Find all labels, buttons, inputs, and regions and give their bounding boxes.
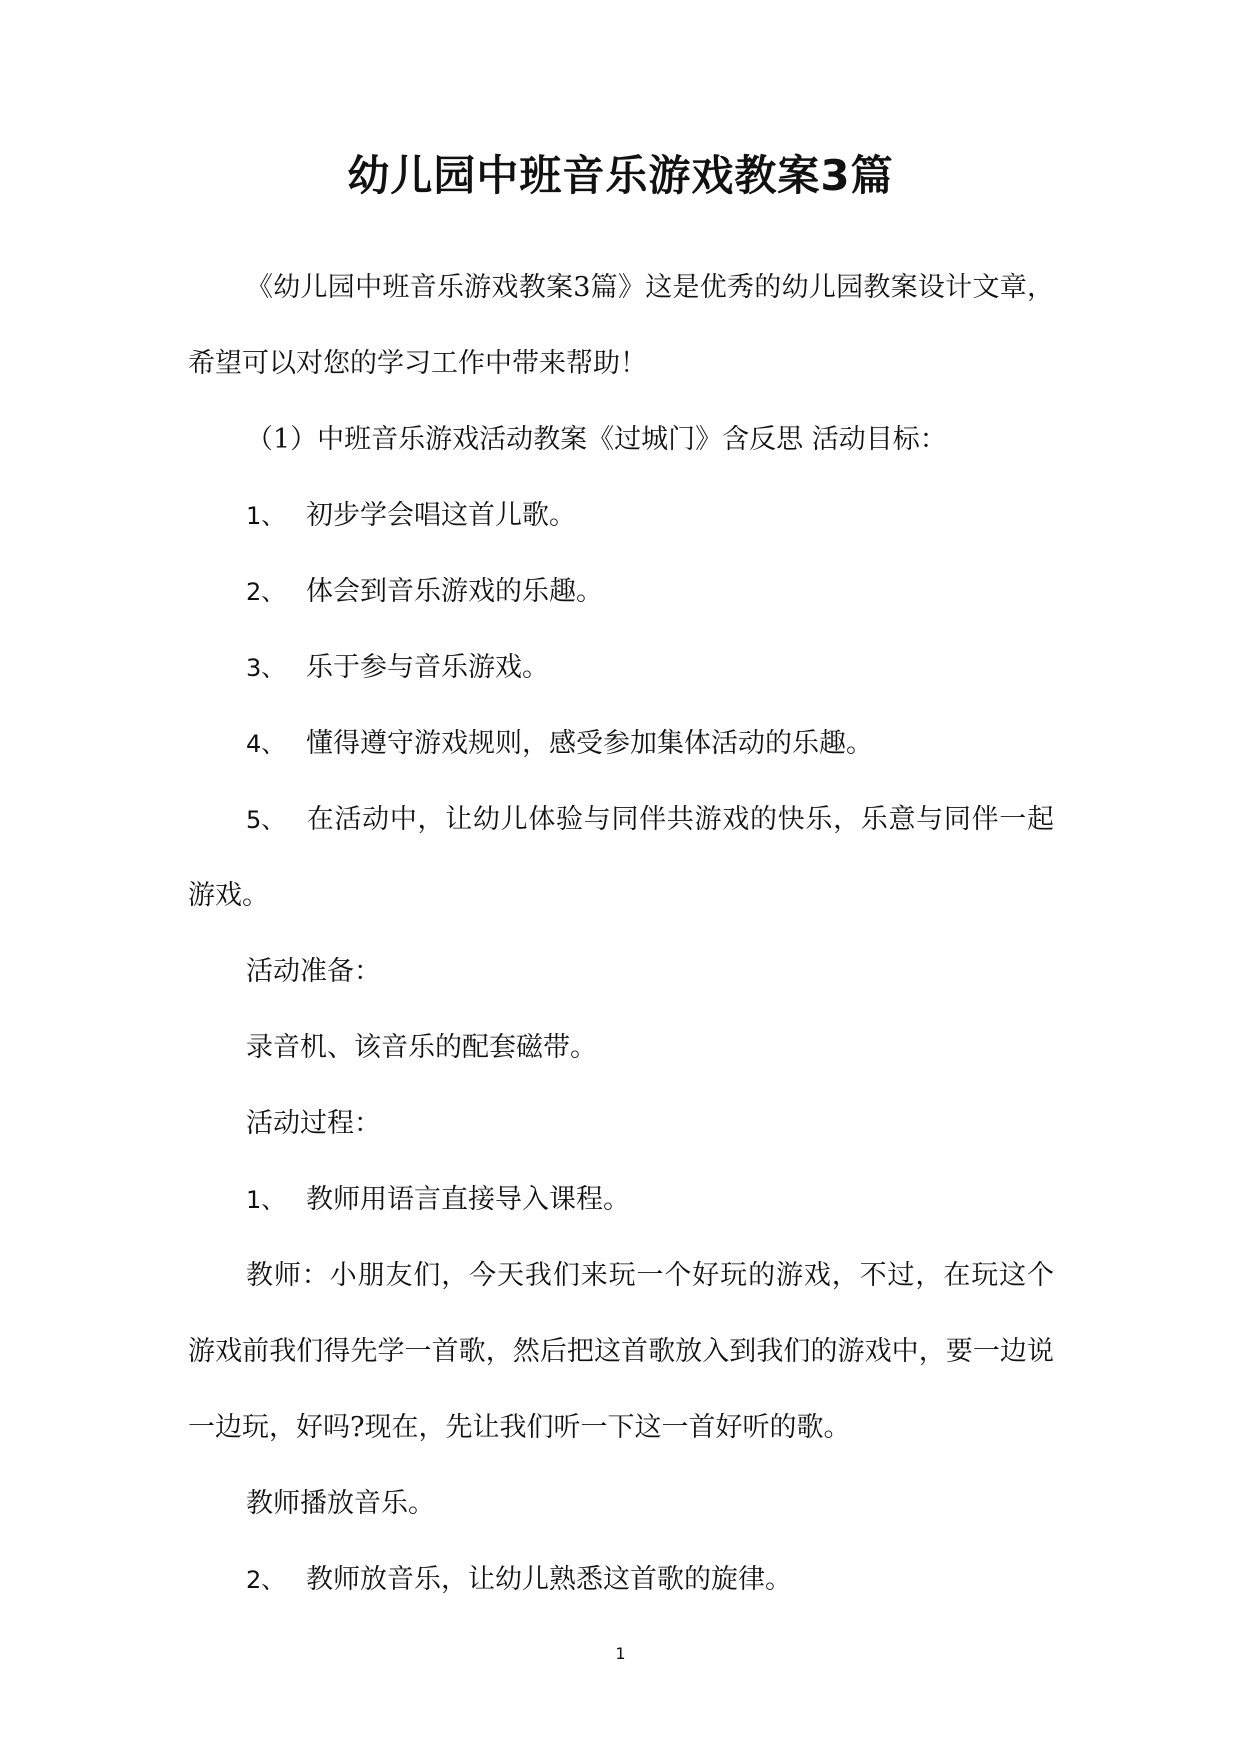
- list-item-text: 体会到音乐游戏的乐趣。: [306, 576, 603, 607]
- section-heading: [188, 402, 1054, 478]
- list-item-number: 2、: [246, 1566, 286, 1594]
- document-body: [188, 250, 1054, 1618]
- list-item: [188, 630, 1054, 706]
- list-item-text: 教师放音乐，让幼儿熟悉这首歌的旋律。: [306, 1564, 792, 1595]
- list-item-text: 教师用语言直接导入课程。: [306, 1184, 630, 1215]
- list-item: [188, 554, 1054, 630]
- list-item-number: 3、: [246, 654, 286, 682]
- paragraph-text: 活动准备：: [246, 956, 381, 987]
- list-item-text: 乐于参与音乐游戏。: [306, 652, 549, 683]
- paragraph-text: 教师：小朋友们，今天我们来玩一个好玩的游戏，不过，在玩这个游戏前我们得先学一首歌，然后把这首歌放入到我们的游戏中，要一边说一边玩，好吗?现在，先让我们听一下这一首好听的歌。: [188, 1260, 1054, 1443]
- intro-paragraph: [188, 250, 1054, 402]
- list-item-number: 5、: [246, 806, 286, 834]
- list-item-text: 在活动中，让幼儿体验与同伴共游戏的快乐，乐意与同伴一起游戏。: [188, 804, 1054, 911]
- list-item: [188, 782, 1054, 934]
- document-title: 幼儿园中班音乐游戏教案3篇: [347, 151, 894, 200]
- paragraph-text: 《幼儿园中班音乐游戏教案3篇》这是优秀的幼儿园教案设计文章，希望可以对您的学习工作中带来帮助！: [188, 272, 1054, 379]
- body-paragraph: [188, 1010, 1054, 1086]
- list-item: [188, 706, 1054, 782]
- list-item-number: 4、: [246, 730, 286, 758]
- list-item: [188, 1162, 1054, 1238]
- paragraph-text: （1）中班音乐游戏活动教案《过城门》含反思 活动目标：: [246, 424, 947, 455]
- body-paragraph: [188, 1238, 1054, 1466]
- list-item: [188, 1542, 1054, 1618]
- paragraph-text: 活动过程：: [246, 1108, 381, 1139]
- paragraph-text: 教师播放音乐。: [246, 1488, 435, 1519]
- list-item-text: 懂得遵守游戏规则，感受参加集体活动的乐趣。: [306, 728, 873, 759]
- section-heading: [188, 934, 1054, 1010]
- list-item-number: 1、: [246, 502, 286, 530]
- section-heading: [188, 1086, 1054, 1162]
- list-item-number: 2、: [246, 578, 286, 606]
- list-item-text: 初步学会唱这首儿歌。: [306, 500, 576, 531]
- paragraph-text: 录音机、该音乐的配套磁带。: [246, 1032, 597, 1063]
- list-item: [188, 478, 1054, 554]
- body-paragraph: [188, 1466, 1054, 1542]
- list-item-number: 1、: [246, 1186, 286, 1214]
- page-number: 1: [615, 1644, 626, 1663]
